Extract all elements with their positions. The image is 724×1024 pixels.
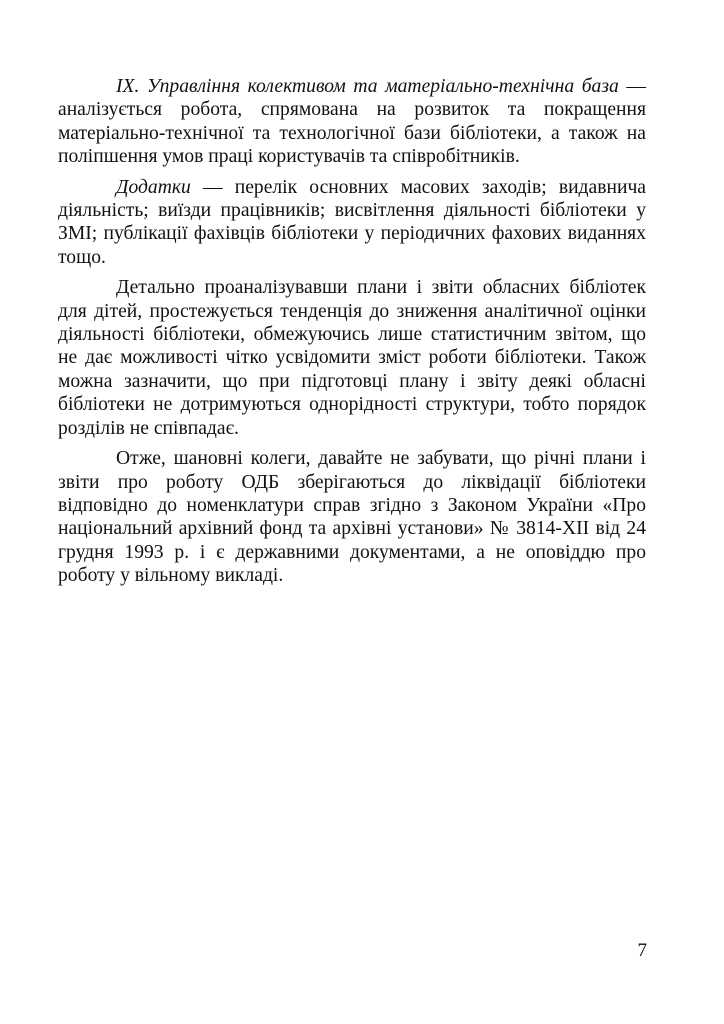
- page-number: 7: [637, 940, 647, 961]
- paragraph-management-section: [58, 75, 646, 169]
- paragraph-text: Детально проаналізувавши плани і звіти обласних бібліотек для дітей, простежується тенденція до зниження аналітичної оцінки діяльності бібліотеки, обмежуючись лише статистичним звітом, що не дає можливості чітко усвідомити зміст роботи бібліотеки. Також можна зазначити, що при підготовці плану і звіту деякі обласні бібліотеки не дотримуються однорідності структури, тобто порядок розділів не співпадає.: [58, 277, 646, 439]
- heading-dash: —: [618, 76, 646, 97]
- section-heading-appendices: Додатки: [116, 176, 191, 198]
- paragraph-appendices-section: [58, 176, 646, 270]
- heading-dash: —: [190, 176, 235, 198]
- paragraph-text: перелік основних масових заходів; видавнича діяльність; виїзди працівників; висвітлення діяльності бібліотеки у ЗМІ; публікації фахівців бібліотеки у періодичних фахових виданнях тощо.: [58, 176, 646, 268]
- paragraph-analysis: [58, 276, 646, 440]
- page-body: [58, 75, 646, 595]
- paragraph-conclusion: [58, 447, 646, 587]
- section-heading-management: IX. Управління колективом та матеріально-технічна база: [116, 76, 619, 97]
- paragraph-text: Отже, шановні колеги, давайте не забувати, що річні плани і звіти про роботу ОДБ зберігаються до ліквідації бібліотеки відповідно до номенклатури справ згідно з Законом України «Про національний архівний фонд та архівні установи» № 3814-ХІІ від 24 грудня 1993 р. і є державними документами, а не оповіддю про роботу у вільному викладі.: [58, 448, 646, 587]
- paragraph-text: аналізується робота, спрямована на розвиток та покращення матеріально-технічної та технологічної бази бібліотеки, а також на поліпшення умов праці користувачів та співробітників.: [58, 99, 646, 168]
